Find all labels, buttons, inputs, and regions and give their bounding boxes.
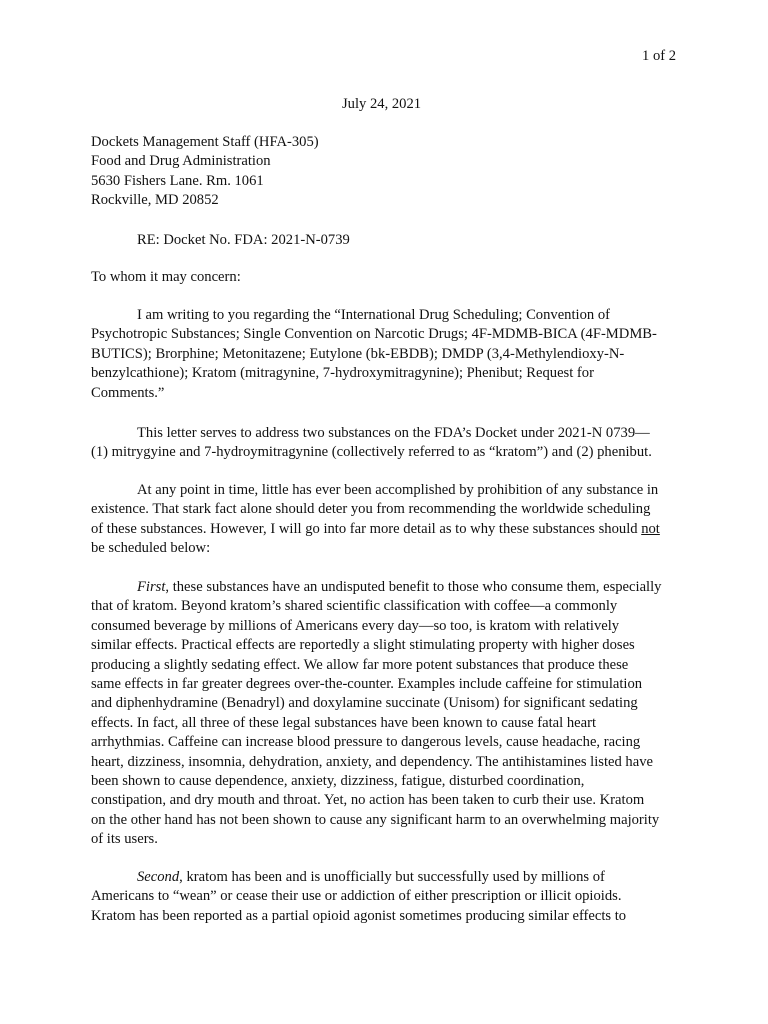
text-line (91, 520, 691, 539)
lead-word: First (137, 579, 166, 595)
text-line: effects. In fact, all three of these legal substances have been known to cause fatal heart (91, 714, 597, 731)
text-line: same effects in far greater degrees over-the-counter. Examples include caffeine for stimulation (91, 675, 643, 692)
emphasis-not: not (641, 520, 660, 537)
text-line (91, 578, 691, 597)
paragraph-purpose (91, 424, 691, 463)
text-line: At any point in time, little has ever been accomplished by prohibition of any substance in (137, 482, 659, 498)
text-line: BUTICS); Brorphine; Metonitazene; Eutylone (bk-EBDB); DMDP (3,4-Methylendioxy-N- (91, 345, 625, 362)
text-line: and diphenhydramine (Benadryl) and doxylamine succinate (Unisom) for significant sedating (91, 695, 638, 712)
text-line: consumed beverage by millions of Americans every day—so too, is kratom with relatively (91, 617, 620, 634)
text-line: benzylcathione); Kratom (mitragynine, 7-hydroxymitragynine); Phenibut; Request for (91, 365, 594, 382)
text-line: similar effects. Practical effects are reportedly a slight stimulating property with higher doses (91, 637, 635, 654)
recipient-address (91, 133, 319, 211)
text-line: I am writing to you regarding the “International Drug Scheduling; Convention of (137, 307, 610, 323)
text-line: existence. That stark fact alone should deter you from recommending the worldwide scheduling (91, 501, 651, 518)
address-line: Food and Drug Administration (91, 153, 271, 170)
text-line: of its users. (91, 831, 158, 848)
lead-word: Second (137, 869, 180, 885)
re-line: RE: Docket No. FDA: 2021-N-0739 (137, 232, 350, 248)
text-line: that of kratom. Beyond kratom’s shared scientific classification with coffee—a commonly (91, 598, 618, 615)
letter-date: July 24, 2021 (342, 96, 422, 112)
paragraph-first (91, 578, 691, 849)
text-line (91, 868, 691, 887)
text-segment: , kratom has been and is unofficially but successfully used by millions of (179, 869, 605, 885)
address-line: Dockets Management Staff (HFA-305) (91, 134, 319, 150)
text-line: been shown to cause dependence, anxiety, dizziness, fatigue, disturbed coordination, (91, 772, 585, 789)
text-line: Comments.” (91, 384, 165, 401)
text-line: Psychotropic Substances; Single Convention on Narcotic Drugs; 4F-MDMB-BICA (4F-MDMB- (91, 326, 657, 343)
page-number: 1 of 2 (642, 48, 677, 64)
text-segment: of these substances. However, I will go into far more detail as to why these substances should (91, 520, 642, 537)
text-line: Americans to “wean” or cease their use or addiction of either prescription or illicit opioids. (91, 888, 622, 905)
address-line: 5630 Fishers Lane. Rm. 1061 (91, 172, 264, 189)
address-line: Rockville, MD 20852 (91, 192, 219, 209)
text-line: constipation, and dry mouth and throat. Yet, no action has been taken to curb their use. Kratom (91, 792, 645, 809)
text-line: (1) mitrygyine and 7-hydroymitragynine (collectively referred to as “kratom”) and (2) phenibut. (91, 444, 652, 461)
text-line: arrhythmias. Caffeine can increase blood pressure to dangerous levels, cause headache, racing (91, 734, 641, 751)
paragraph-intro (91, 306, 691, 403)
text-line: This letter serves to address two substances on the FDA’s Docket under 2021-N 0739— (137, 425, 650, 441)
text-line: be scheduled below: (91, 540, 211, 557)
text-line: heart, dizziness, insomnia, dehydration, anxiety, and dependency. The antihistamines listed have (91, 753, 653, 770)
text-line: Kratom has been reported as a partial opioid agonist sometimes producing similar effects to (91, 907, 627, 924)
paragraph-prohibition (91, 481, 691, 559)
text-line: on the other hand has not been shown to cause any significant harm to an overwhelming majority (91, 811, 660, 828)
paragraph-second (91, 868, 691, 926)
salutation: To whom it may concern: (91, 269, 241, 285)
text-segment: , these substances have an undisputed benefit to those who consume them, especially (165, 579, 662, 595)
text-line: producing a slightly sedating effect. We allow far more potent substances that produce these (91, 656, 629, 673)
